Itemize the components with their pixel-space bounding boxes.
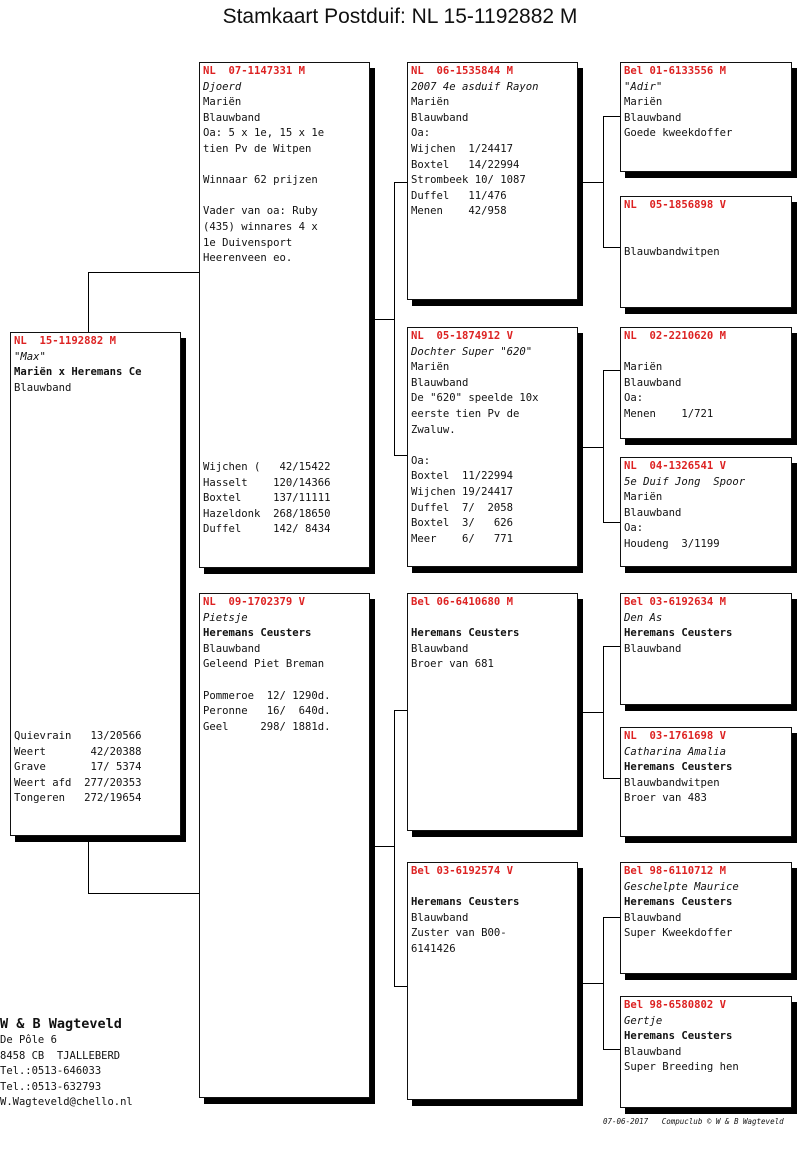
connector-line bbox=[394, 455, 407, 456]
card-line-blank bbox=[411, 880, 574, 896]
connector-line bbox=[583, 983, 603, 984]
ring-number: NL 09-1702379 V bbox=[203, 596, 306, 608]
card-line: 6141426 bbox=[411, 942, 456, 955]
ring-number: NL 05-1856898 V bbox=[624, 199, 727, 211]
owner-email: W.Wagteveld@chello.nl bbox=[0, 1096, 133, 1109]
card-details bbox=[411, 880, 574, 958]
owner-postcode: 8458 CB TJALLEBERD bbox=[0, 1049, 121, 1062]
card-line-blank bbox=[624, 345, 788, 361]
pigeon-card-paternal-grandmother bbox=[407, 327, 578, 567]
pigeon-card-subject bbox=[10, 332, 181, 836]
card-details bbox=[624, 345, 788, 423]
card-line: Mariën bbox=[411, 96, 450, 109]
card-line: Strombeek 10/ 1087 bbox=[411, 174, 526, 187]
card-line: Den As bbox=[624, 611, 663, 624]
race-result: Hazeldonk 268/18650 bbox=[203, 507, 331, 520]
card-line: Catharina Amalia bbox=[624, 745, 727, 758]
card-line: Boxtel 3/ 626 bbox=[411, 517, 514, 530]
connector-line bbox=[88, 272, 89, 332]
connector-line bbox=[603, 646, 620, 647]
card-line-blank bbox=[411, 611, 574, 627]
card-line: Geleend Piet Breman bbox=[203, 658, 325, 671]
ring-number: Bel 01-6133556 M bbox=[624, 65, 727, 77]
connector-line bbox=[603, 1049, 620, 1050]
pigeon-card-fmf bbox=[620, 327, 792, 439]
card-line: Blauwbandwitpen bbox=[624, 245, 720, 258]
connector-line bbox=[603, 778, 620, 779]
race-result: Weert afd 277/20353 bbox=[14, 776, 142, 789]
pigeon-card-mff bbox=[620, 593, 792, 705]
card-line: Oa: bbox=[624, 522, 644, 535]
card-line: Gertje bbox=[624, 1014, 663, 1027]
connector-line bbox=[603, 646, 604, 778]
card-line: tien Pv de Witpen bbox=[203, 142, 312, 155]
card-line-blank bbox=[203, 189, 366, 205]
card-line: "Max" bbox=[14, 350, 46, 363]
card-details bbox=[624, 611, 788, 658]
card-line: Heremans Ceusters bbox=[411, 627, 520, 640]
card-line: Blauwband bbox=[624, 1045, 682, 1058]
card-details bbox=[411, 611, 574, 673]
pigeon-card-father bbox=[199, 62, 370, 568]
race-result: Wijchen ( 42/15422 bbox=[203, 461, 331, 473]
race-result: Boxtel 137/11111 bbox=[203, 492, 331, 505]
owner-address: De Pôle 6 bbox=[0, 1034, 57, 1046]
ring-number: NL 15-1192882 M bbox=[14, 335, 117, 347]
ring-number: NL 03-1761698 V bbox=[624, 730, 727, 742]
card-line: Heremans Ceusters bbox=[624, 1030, 733, 1043]
card-details bbox=[203, 80, 366, 267]
card-line: Houdeng 3/1199 bbox=[624, 537, 720, 550]
card-line: 5e Duif Jong Spoor bbox=[624, 475, 746, 488]
card-line: Heremans Ceusters bbox=[203, 627, 312, 640]
pigeon-card-mfm bbox=[620, 727, 792, 837]
card-line: Vader van oa: Ruby bbox=[203, 205, 318, 218]
connector-line bbox=[394, 182, 395, 455]
card-line: Menen 1/721 bbox=[624, 407, 714, 420]
card-line: Blauwband bbox=[411, 642, 469, 655]
card-line: (435) winnares 4 x bbox=[203, 220, 318, 233]
race-result: Grave 17/ 5374 bbox=[14, 761, 142, 774]
page-title: Stamkaart Postduif: NL 15-1192882 M bbox=[222, 5, 578, 28]
pigeon-card-maternal-grandfather bbox=[407, 593, 578, 831]
connector-line bbox=[88, 893, 199, 894]
ring-number: Bel 98-6580802 V bbox=[624, 999, 727, 1011]
connector-line bbox=[603, 116, 620, 117]
card-line: Boxtel 14/22994 bbox=[411, 158, 520, 171]
footer-credit: 07-06-2017 Compuclub © W & B Wagteveld bbox=[603, 1117, 784, 1126]
card-line: Blauwband bbox=[624, 642, 682, 655]
card-details bbox=[411, 345, 574, 548]
connector-line bbox=[394, 182, 407, 183]
race-result: Weert 42/20388 bbox=[14, 745, 142, 758]
card-line: Mariën bbox=[203, 96, 242, 109]
card-details bbox=[624, 745, 788, 807]
card-line: Dochter Super "620" bbox=[411, 345, 533, 358]
pigeon-card-ffm bbox=[620, 196, 792, 308]
connector-line bbox=[603, 917, 604, 1049]
card-line: Wijchen 1/24417 bbox=[411, 142, 514, 155]
card-line: Peronne 16/ 640d. bbox=[203, 705, 331, 718]
card-line: Blauwband bbox=[14, 381, 72, 394]
ring-number: NL 05-1874912 V bbox=[411, 330, 514, 342]
card-line: Zwaluw. bbox=[411, 423, 456, 436]
card-line: 2007 4e asduif Rayon bbox=[411, 80, 539, 93]
card-line: Goede kweekdoffer bbox=[624, 127, 733, 140]
connector-line bbox=[603, 917, 620, 918]
card-line: Super Kweekdoffer bbox=[624, 927, 733, 940]
card-line: Oa: bbox=[624, 392, 644, 405]
card-line: Blauwband bbox=[624, 506, 682, 519]
race-result: Tongeren 272/19654 bbox=[14, 792, 142, 805]
connector-line bbox=[603, 116, 604, 247]
card-line-blank bbox=[411, 438, 574, 454]
pigeon-card-mmf bbox=[620, 862, 792, 974]
race-results bbox=[203, 460, 367, 538]
card-line: Broer van 483 bbox=[624, 792, 707, 805]
card-line: Oa: 5 x 1e, 15 x 1e bbox=[203, 127, 325, 140]
connector-line bbox=[583, 447, 603, 448]
card-line: Blauwband bbox=[624, 111, 682, 124]
pigeon-card-mmm bbox=[620, 996, 792, 1108]
card-line: Mariën x Heremans Ce bbox=[14, 366, 142, 379]
pigeon-card-fff bbox=[620, 62, 792, 172]
card-line: Duffel 7/ 2058 bbox=[411, 501, 514, 514]
connector-line bbox=[394, 986, 407, 987]
card-line: Blauwbandwitpen bbox=[624, 776, 720, 789]
connector-line bbox=[394, 710, 407, 711]
pigeon-card-fmm bbox=[620, 457, 792, 567]
connector-line bbox=[88, 842, 89, 894]
card-line: Blauwband bbox=[411, 111, 469, 124]
card-line-blank bbox=[624, 214, 788, 230]
connector-line bbox=[603, 370, 604, 522]
card-line: Oa: bbox=[411, 127, 431, 140]
ring-number: Bel 98-6110712 M bbox=[624, 865, 727, 877]
card-details bbox=[624, 214, 788, 261]
ring-number: NL 02-2210620 M bbox=[624, 330, 727, 342]
connector-line bbox=[583, 712, 603, 713]
card-details bbox=[624, 1014, 788, 1076]
card-line-blank bbox=[203, 158, 366, 174]
card-line: Blauwband bbox=[203, 111, 261, 124]
card-line: De "620" speelde 10x bbox=[411, 392, 539, 405]
card-line: Pommeroe 12/ 1290d. bbox=[203, 689, 331, 702]
owner-info bbox=[0, 1015, 133, 1111]
card-line: Heremans Ceusters bbox=[624, 896, 733, 909]
card-details bbox=[203, 611, 366, 736]
connector-line bbox=[375, 846, 394, 847]
card-line: Blauwband bbox=[203, 642, 261, 655]
card-line: Menen 42/958 bbox=[411, 205, 507, 218]
card-line: Heremans Ceusters bbox=[624, 761, 733, 774]
race-result: Quievrain 13/20566 bbox=[14, 730, 142, 742]
card-details bbox=[624, 475, 788, 553]
card-line: Geel 298/ 1881d. bbox=[203, 720, 331, 733]
card-details bbox=[624, 880, 788, 942]
card-line: Wijchen 19/24417 bbox=[411, 485, 514, 498]
card-line: 1e Duivensport bbox=[203, 236, 293, 249]
card-details bbox=[624, 80, 788, 142]
ring-number: Bel 03-6192574 V bbox=[411, 865, 514, 877]
owner-name: W & B Wagteveld bbox=[0, 1016, 122, 1032]
card-line: "Adir" bbox=[624, 80, 663, 93]
connector-line bbox=[603, 247, 620, 248]
card-line: Blauwband bbox=[411, 911, 469, 924]
connector-line bbox=[583, 182, 603, 183]
card-line: Boxtel 11/22994 bbox=[411, 470, 514, 483]
pigeon-card-paternal-grandfather bbox=[407, 62, 578, 300]
pigeon-card-mother bbox=[199, 593, 370, 1098]
race-result: Hasselt 120/14366 bbox=[203, 476, 331, 489]
card-line: Broer van 681 bbox=[411, 658, 494, 671]
ring-number: NL 04-1326541 V bbox=[624, 460, 727, 472]
card-line: Blauwband bbox=[624, 911, 682, 924]
card-line: Winnaar 62 prijzen bbox=[203, 174, 318, 187]
connector-line bbox=[375, 319, 394, 320]
card-line: Mariën bbox=[411, 361, 450, 374]
card-line: eerste tien Pv de bbox=[411, 407, 520, 420]
connector-line bbox=[394, 710, 395, 986]
card-details bbox=[411, 80, 574, 220]
card-line: Djoerd bbox=[203, 80, 242, 93]
owner-phone: Tel.:0513-646033 bbox=[0, 1065, 102, 1078]
ring-number: NL 06-1535844 M bbox=[411, 65, 514, 77]
connector-line bbox=[603, 522, 620, 523]
pigeon-card-maternal-grandmother bbox=[407, 862, 578, 1100]
card-line: Mariën bbox=[624, 361, 663, 374]
card-line: Heremans Ceusters bbox=[624, 627, 733, 640]
owner-phone: Tel.:0513-632793 bbox=[0, 1080, 102, 1093]
card-line: Mariën bbox=[624, 491, 663, 504]
card-line: Heerenveen eo. bbox=[203, 252, 293, 265]
ring-number: Bel 03-6192634 M bbox=[624, 596, 727, 608]
connector-line bbox=[603, 370, 620, 371]
race-result: Duffel 142/ 8434 bbox=[203, 523, 331, 536]
card-line: Super Breeding hen bbox=[624, 1061, 739, 1074]
card-line: Geschelpte Maurice bbox=[624, 880, 739, 893]
card-line: Zuster van B00- bbox=[411, 927, 507, 940]
card-line: Pietsje bbox=[203, 611, 248, 624]
ring-number: Bel 06-6410680 M bbox=[411, 596, 514, 608]
card-line-blank bbox=[203, 673, 366, 689]
card-line: Blauwband bbox=[624, 376, 682, 389]
card-line-blank bbox=[624, 229, 788, 245]
card-details bbox=[14, 350, 177, 397]
card-line: Duffel 11/476 bbox=[411, 189, 507, 202]
connector-line bbox=[88, 272, 199, 273]
race-results bbox=[14, 729, 178, 807]
card-line: Meer 6/ 771 bbox=[411, 532, 514, 545]
card-line: Heremans Ceusters bbox=[411, 896, 520, 909]
card-line: Blauwband bbox=[411, 376, 469, 389]
card-line: Oa: bbox=[411, 454, 431, 467]
card-line: Mariën bbox=[624, 96, 663, 109]
ring-number: NL 07-1147331 M bbox=[203, 65, 306, 77]
